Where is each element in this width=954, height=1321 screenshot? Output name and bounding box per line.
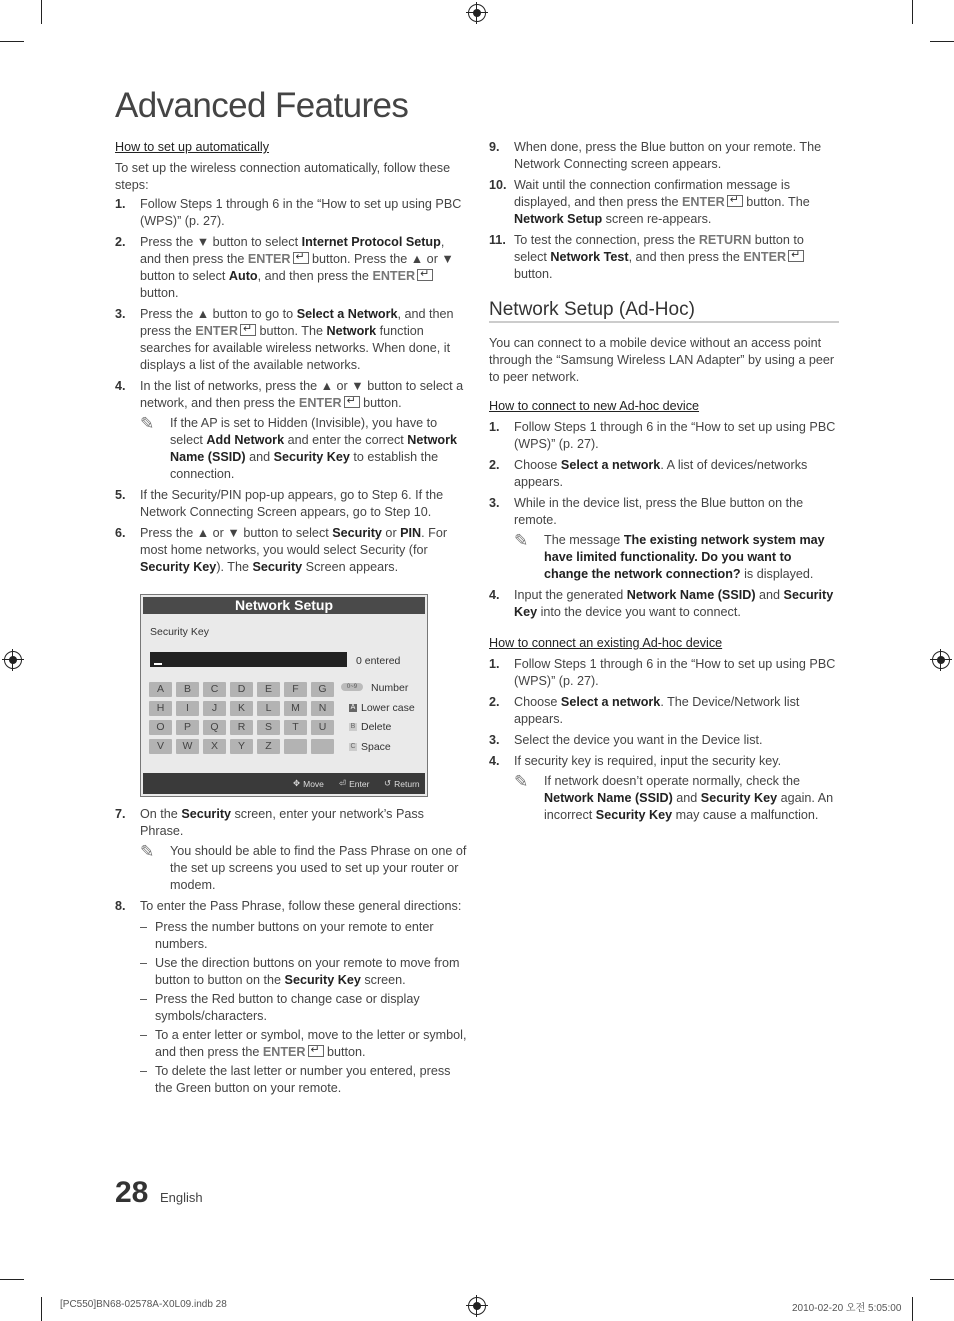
right-column — [489, 139, 839, 828]
step-bold: Security Key — [140, 560, 217, 574]
step-11 — [489, 232, 839, 283]
option-label: Number — [371, 682, 409, 694]
footer-return — [384, 778, 420, 789]
step-bold: Auto — [228, 269, 258, 283]
enter-icon — [788, 250, 804, 262]
note-text: If network doesn’t operate normally, check the — [544, 774, 800, 788]
step-3 — [115, 306, 467, 374]
adhoc-new-step-1 — [489, 419, 839, 453]
step-text: function searches for available wireless networks. When done, it displays a list of the available networks. — [140, 324, 451, 372]
step-number: 4. — [489, 588, 500, 602]
crop-mark — [930, 1279, 954, 1280]
adhoc-new-step-2 — [489, 457, 839, 491]
note-bold: Add Network — [206, 433, 285, 447]
keyboard-grid — [149, 682, 334, 754]
step-text: button. — [359, 396, 402, 410]
list-text: button. — [323, 1045, 366, 1059]
step-9 — [489, 139, 839, 173]
keyboard-key[interactable]: A — [149, 682, 172, 697]
note-bold: Security Key — [595, 808, 673, 822]
option-delete[interactable] — [347, 718, 415, 738]
option-label: Lower case — [361, 701, 415, 714]
step-text: button to select — [514, 233, 804, 264]
keyboard-key[interactable]: O — [149, 720, 172, 735]
section-heading: How to set up automatically — [115, 140, 269, 154]
enter-icon — [344, 396, 360, 408]
keyboard-key[interactable]: M — [284, 701, 307, 716]
page-title: Advanced Features — [115, 86, 409, 125]
crop-mark — [41, 1297, 42, 1321]
keyboard-key[interactable]: P — [176, 720, 199, 735]
keyboard-key[interactable]: X — [203, 739, 226, 754]
option-label: Space — [361, 740, 391, 753]
keyboard-key[interactable]: Y — [230, 739, 253, 754]
registration-mark-icon — [4, 651, 22, 669]
crop-mark — [930, 41, 954, 42]
step-number: 9. — [489, 140, 500, 154]
step-text: , and then press the — [140, 235, 445, 266]
enter-icon — [240, 324, 256, 336]
step-text: In the list of networks, press the ▲ or ▼ button to select a network, and then press the — [140, 379, 464, 410]
step-number: 3. — [115, 307, 126, 321]
list-item — [140, 1027, 467, 1061]
step-text: into the device you want to connect. — [537, 605, 741, 619]
enter-icon — [293, 252, 309, 264]
keyboard-key[interactable]: T — [284, 720, 307, 735]
crop-mark — [41, 0, 42, 24]
security-key-input[interactable] — [150, 652, 347, 667]
step-text: screen re-appears. — [602, 212, 712, 226]
list-item: – Press the Red button to change case or display symbols/characters. — [140, 991, 467, 1025]
page-number: 28 — [115, 1176, 149, 1209]
step-text: When done, press the Blue button on your remote. The Network Connecting screen appears. — [514, 140, 822, 171]
note-text: may cause a malfunction. — [672, 808, 819, 822]
step-number: 2. — [115, 235, 126, 249]
step-text: , and then press the — [140, 307, 454, 338]
enter-icon — [417, 269, 433, 281]
enter-key-label: ENTER — [262, 1045, 306, 1059]
footer-label: Move — [303, 778, 324, 789]
step-number: 11. — [489, 233, 506, 247]
note-bold: Network Name (SSID) — [170, 433, 457, 464]
note-text: again. An incorrect — [544, 791, 834, 822]
enter-key-label: ENTER — [743, 250, 787, 264]
note-pencil-icon: ✎ — [514, 772, 529, 791]
option-number[interactable] — [347, 679, 415, 699]
left-column-lower — [115, 806, 467, 1101]
keyboard-key[interactable]: Z — [257, 739, 280, 754]
note — [514, 532, 839, 583]
step-number: 2. — [489, 458, 500, 472]
step-bold: Network — [326, 324, 377, 338]
step-number: 1. — [115, 197, 126, 211]
step-bold: Security Key — [514, 588, 834, 619]
step-text: Follow Steps 1 through 6 in the “How to set up using PBC (WPS)” (p. 27). — [514, 420, 836, 451]
step-text: and — [755, 588, 784, 602]
step-bold: Internet Protocol Setup — [301, 235, 441, 249]
keyboard-key[interactable]: K — [230, 701, 253, 716]
note-text: and — [245, 450, 274, 464]
text-cursor — [154, 663, 162, 665]
step-text: button. — [140, 286, 179, 300]
step-10 — [489, 177, 839, 228]
step-text: , and then press the — [257, 269, 373, 283]
note-text: You should be able to find the Pass Phrase on one of the set up screens you used to set up your router or modem. — [170, 844, 467, 892]
note-text: and — [672, 791, 701, 805]
step-text: screen, enter your network’s Pass Phrase. — [140, 807, 424, 838]
keyboard-key[interactable]: U — [311, 720, 334, 735]
adhoc-existing-step-4 — [489, 753, 839, 824]
adhoc-existing-step-3 — [489, 732, 839, 749]
step-text: Wait until the connection confirmation message is displayed, and then press the — [514, 178, 791, 209]
step-number: 3. — [489, 733, 500, 747]
step-number: 1. — [489, 420, 500, 434]
step-text: Press the ▲ button to go to — [140, 307, 297, 321]
keyboard-key[interactable]: I — [176, 701, 199, 716]
step-text: . A list of devices/networks appears. — [514, 458, 808, 489]
step-bold: Security — [252, 560, 303, 574]
step-1 — [115, 196, 467, 230]
adhoc-existing-step-2 — [489, 694, 839, 728]
enter-key-label: ENTER — [195, 324, 238, 338]
move-icon: ✥ — [293, 778, 301, 788]
footer-move — [293, 778, 324, 789]
note-bold: The existing network system may have limited functionality. Do you want to change the network connection? — [544, 533, 825, 581]
note-text: to establish the connection. — [170, 450, 439, 481]
registration-mark-icon — [468, 1297, 486, 1315]
adhoc-new-step-3 — [489, 495, 839, 583]
keyboard-key[interactable]: W — [176, 739, 199, 754]
adhoc-new-step-4 — [489, 587, 839, 621]
keyboard-key[interactable]: Q — [203, 720, 226, 735]
step-number: 1. — [489, 657, 500, 671]
step-number: 7. — [115, 807, 126, 821]
step-text: If security key is required, input the security key. — [514, 754, 782, 768]
section-heading: How to connect an existing Ad-hoc device — [489, 636, 723, 650]
yellow-c-button-icon: C — [350, 742, 356, 750]
section-title: Network Setup (Ad-Hoc) — [489, 301, 839, 323]
footer-timestamp: 2010-02-20 오전 5:05:00 — [792, 1303, 902, 1314]
screen-footer — [143, 773, 425, 794]
enter-icon — [308, 1045, 324, 1057]
step-7 — [115, 806, 467, 894]
registration-mark-icon — [932, 651, 950, 669]
step-number: 2. — [489, 695, 500, 709]
enter-icon — [727, 195, 743, 207]
red-a-button-icon: A — [350, 703, 356, 711]
keyboard-key[interactable]: J — [203, 701, 226, 716]
step-text: While in the device list, press the Blue button on the remote. — [514, 496, 804, 527]
step-text: button. The — [742, 195, 810, 209]
keyboard-key[interactable]: V — [149, 739, 172, 754]
crop-mark — [0, 1279, 24, 1280]
note-pencil-icon: ✎ — [140, 414, 155, 433]
step-number: 10. — [489, 178, 507, 192]
crop-mark — [912, 1297, 913, 1321]
step-bold: Select a network — [560, 458, 661, 472]
note-text: and enter the correct — [284, 433, 408, 447]
step-text: . For most home networks, you would select Security (for — [140, 526, 448, 557]
number-key-icon: 0~9 — [341, 683, 363, 691]
keyboard-key[interactable]: S — [257, 720, 280, 735]
screen-title: Network Setup — [143, 597, 425, 614]
list-item: – To delete the last letter or number you entered, press the Green button on your remote. — [140, 1063, 467, 1097]
step-8 — [115, 898, 467, 1097]
list-item — [140, 955, 467, 989]
direction-list — [140, 919, 467, 1097]
keyboard-key[interactable]: L — [257, 701, 280, 716]
list-bold: Security Key — [284, 973, 361, 987]
enter-key-label: ENTER — [682, 195, 725, 209]
step-text: On the — [140, 807, 182, 821]
step-bold: Security — [332, 526, 382, 540]
step-6 — [115, 525, 467, 576]
adhoc-existing-step-1 — [489, 656, 839, 690]
intro-text: To set up the wireless connection automatically, follow these steps: — [115, 161, 451, 192]
footer-label: Return — [394, 778, 420, 789]
enter-key-label: ENTER — [372, 269, 416, 283]
step-text: To test the connection, press the — [514, 233, 699, 247]
step-bold: Select a network — [560, 695, 661, 709]
step-number: 4. — [115, 379, 126, 393]
step-text: or — [381, 526, 401, 540]
enter-icon: ⏎ — [339, 778, 347, 788]
step-text: Input the generated — [514, 588, 627, 602]
note — [140, 415, 467, 483]
step-text: ). The — [216, 560, 253, 574]
step-text: Choose — [514, 458, 561, 472]
step-text: To enter the Pass Phrase, follow these general directions: — [140, 899, 462, 913]
step-text: Select the device you want in the Device list. — [514, 733, 763, 747]
option-space[interactable] — [347, 738, 415, 758]
step-text: If the Security/PIN pop-up appears, go to Step 6. If the Network Connecting Screen appears, go to Step 10. — [140, 488, 444, 519]
list-item: – Press the number buttons on your remote to enter numbers. — [140, 919, 467, 953]
step-number: 5. — [115, 488, 126, 502]
entered-count: 0 entered — [356, 655, 401, 667]
step-2 — [115, 234, 467, 302]
enter-key-label: ENTER — [298, 396, 342, 410]
keyboard-key[interactable]: D — [230, 682, 253, 697]
registration-mark-icon — [468, 4, 486, 22]
note-text: If the AP is set to Hidden (Invisible), you have to select — [170, 416, 438, 447]
keyboard-key[interactable]: C — [203, 682, 226, 697]
security-key-label: Security Key — [150, 626, 209, 638]
step-bold: Network Name (SSID) — [626, 588, 756, 602]
step-text: Press the ▼ button to select — [140, 235, 302, 249]
footer-file-info: [PC550]BN68-02578A-X0L09.indb 28 — [60, 1299, 227, 1310]
left-column — [115, 139, 467, 580]
step-number: 8. — [115, 899, 126, 913]
step-text: Screen appears. — [302, 560, 399, 574]
list-text: Use the direction buttons on your remote to move from button to button on the — [155, 956, 460, 987]
step-text: . The Device/Network list appears. — [514, 695, 800, 726]
return-icon: ↺ — [384, 778, 392, 788]
option-lower-case[interactable] — [347, 699, 415, 719]
step-bold: Security — [181, 807, 232, 821]
step-text: Follow Steps 1 through 6 in the “How to set up using PBC (WPS)” (p. 27). — [514, 657, 836, 688]
keyboard-key[interactable]: G — [311, 682, 334, 697]
keyboard-key[interactable]: B — [176, 682, 199, 697]
crop-mark — [0, 41, 24, 42]
keyboard-key[interactable]: E — [257, 682, 280, 697]
step-text: button. The — [256, 324, 327, 338]
note-bold: Security Key — [273, 450, 350, 464]
keyboard-key[interactable] — [284, 739, 307, 754]
step-bold: Network Test — [550, 250, 629, 264]
step-number: 3. — [489, 496, 500, 510]
step-text: Choose — [514, 695, 561, 709]
keyboard-key[interactable]: H — [149, 701, 172, 716]
keyboard-key[interactable]: R — [230, 720, 253, 735]
green-b-button-icon: B — [350, 723, 356, 730]
step-bold: Select a Network — [296, 307, 398, 321]
footer-label: Enter — [349, 778, 370, 789]
footer-enter — [339, 778, 369, 789]
step-text: button. — [514, 267, 553, 281]
step-text: button. Press the ▲ or ▼ button to select — [140, 252, 454, 283]
step-number: 6. — [115, 526, 126, 540]
note-bold: Network Name (SSID) — [544, 791, 673, 805]
option-label: Delete — [361, 721, 392, 733]
note-bold: Security Key — [700, 791, 778, 805]
step-text: Press the ▲ or ▼ button to select — [140, 526, 333, 540]
crop-mark — [912, 0, 913, 24]
note-text: The message — [544, 533, 624, 547]
step-bold: Network Setup — [514, 212, 603, 226]
intro-text: You can connect to a mobile device without an access point through the “Samsung Wireless LAN Adapter” by using a peer to peer network. — [489, 336, 835, 384]
page-language: English — [160, 1190, 203, 1205]
option-list — [347, 679, 415, 757]
list-text: screen. — [360, 973, 406, 987]
note — [514, 773, 839, 824]
keyboard-key[interactable] — [311, 739, 334, 754]
step-5 — [115, 487, 467, 521]
keyboard-key[interactable]: F — [284, 682, 307, 697]
keyboard-key[interactable]: N — [311, 701, 334, 716]
step-bold: PIN — [400, 526, 422, 540]
note — [140, 843, 467, 894]
step-4 — [115, 378, 467, 483]
note-pencil-icon: ✎ — [514, 531, 529, 550]
note-pencil-icon: ✎ — [140, 842, 155, 861]
step-text: , and then press the — [628, 250, 744, 264]
note-text: is displayed. — [740, 567, 814, 581]
return-key-label: RETURN — [698, 233, 752, 247]
section-heading: How to connect to new Ad-hoc device — [489, 399, 700, 413]
enter-key-label: ENTER — [247, 252, 291, 266]
step-number: 4. — [489, 754, 500, 768]
network-setup-screen — [140, 594, 428, 797]
list-text: To a enter letter or symbol, move to the letter or symbol, and then press the — [155, 1028, 467, 1059]
step-text: Follow Steps 1 through 6 in the “How to set up using PBC (WPS)” (p. 27). — [140, 197, 462, 228]
